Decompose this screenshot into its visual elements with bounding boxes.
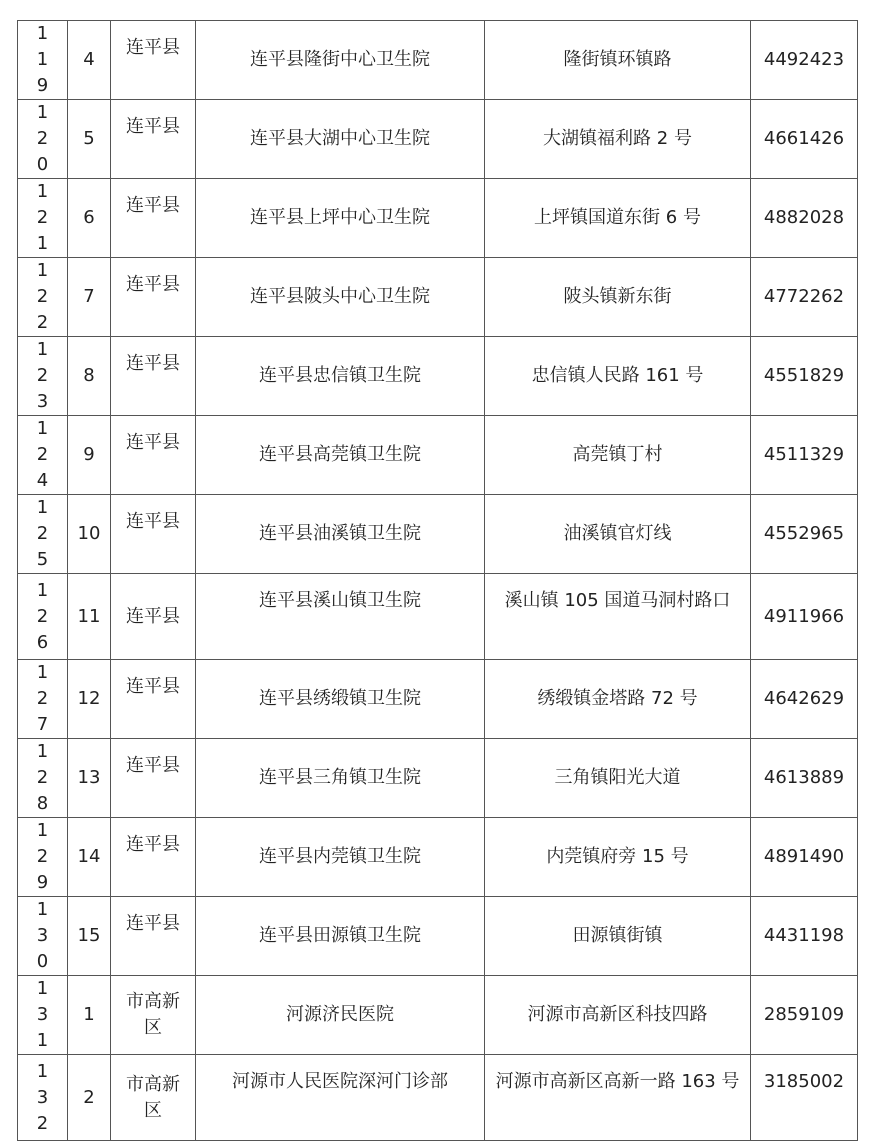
row-address: 陂头镇新东街 [485,258,751,337]
table-row [18,739,858,818]
row-index: 128 [18,739,68,818]
row-address: 溪山镇 105 国道马洞村路口 [485,574,751,660]
row-seq: 10 [68,495,111,574]
table-row [18,21,858,100]
row-address: 内莞镇府旁 15 号 [485,818,751,897]
row-name: 连平县内莞镇卫生院 [196,818,485,897]
table-row [18,818,858,897]
row-county: 连平县 [111,416,196,495]
row-seq: 5 [68,100,111,179]
row-seq: 12 [68,660,111,739]
row-name: 连平县溪山镇卫生院 [196,574,485,660]
table-row [18,1055,858,1141]
table-row [18,976,858,1055]
row-name: 河源市人民医院深河门诊部 [196,1055,485,1141]
row-seq: 15 [68,897,111,976]
row-seq: 8 [68,337,111,416]
row-phone: 4642629 [751,660,858,739]
row-phone: 4492423 [751,21,858,100]
row-name: 河源济民医院 [196,976,485,1055]
row-name: 连平县三角镇卫生院 [196,739,485,818]
row-county: 连平县 [111,574,196,660]
row-name: 连平县上坪中心卫生院 [196,179,485,258]
row-seq: 6 [68,179,111,258]
row-county: 连平县 [111,100,196,179]
row-phone: 4431198 [751,897,858,976]
row-name: 连平县陂头中心卫生院 [196,258,485,337]
row-county: 连平县 [111,337,196,416]
row-seq: 4 [68,21,111,100]
row-name: 连平县忠信镇卫生院 [196,337,485,416]
row-seq: 7 [68,258,111,337]
table-row [18,495,858,574]
row-address: 油溪镇官灯线 [485,495,751,574]
row-county: 连平县 [111,495,196,574]
row-index: 127 [18,660,68,739]
row-index: 126 [18,574,68,660]
row-seq: 2 [68,1055,111,1141]
row-address: 忠信镇人民路 161 号 [485,337,751,416]
row-phone: 4613889 [751,739,858,818]
row-address: 上坪镇国道东街 6 号 [485,179,751,258]
row-seq: 13 [68,739,111,818]
row-phone: 4661426 [751,100,858,179]
row-seq: 14 [68,818,111,897]
row-phone: 4511329 [751,416,858,495]
row-index: 125 [18,495,68,574]
row-index: 122 [18,258,68,337]
row-index: 132 [18,1055,68,1141]
row-address: 田源镇街镇 [485,897,751,976]
row-address: 三角镇阳光大道 [485,739,751,818]
row-name: 连平县油溪镇卫生院 [196,495,485,574]
table-row [18,337,858,416]
row-county: 连平县 [111,21,196,100]
row-county: 连平县 [111,258,196,337]
row-index: 129 [18,818,68,897]
row-index: 119 [18,21,68,100]
row-phone: 4911966 [751,574,858,660]
row-seq: 9 [68,416,111,495]
row-address: 隆街镇环镇路 [485,21,751,100]
row-address: 河源市高新区科技四路 [485,976,751,1055]
table-row [18,179,858,258]
row-county: 市高新区 [111,1055,196,1141]
row-phone: 4551829 [751,337,858,416]
clinic-table-body [18,21,858,1141]
row-phone: 4552965 [751,495,858,574]
table-row [18,258,858,337]
table-row [18,897,858,976]
row-index: 123 [18,337,68,416]
table-row [18,100,858,179]
row-address: 绣缎镇金塔路 72 号 [485,660,751,739]
row-county: 连平县 [111,739,196,818]
row-index: 120 [18,100,68,179]
row-name: 连平县高莞镇卫生院 [196,416,485,495]
table-row [18,416,858,495]
row-index: 124 [18,416,68,495]
row-phone: 3185002 [751,1055,858,1141]
row-county: 连平县 [111,897,196,976]
clinic-table [17,20,858,1141]
row-seq: 1 [68,976,111,1055]
row-name: 连平县大湖中心卫生院 [196,100,485,179]
row-address: 高莞镇丁村 [485,416,751,495]
row-phone: 4891490 [751,818,858,897]
row-county: 连平县 [111,179,196,258]
row-name: 连平县绣缎镇卫生院 [196,660,485,739]
row-county: 连平县 [111,818,196,897]
row-seq: 11 [68,574,111,660]
row-address: 大湖镇福利路 2 号 [485,100,751,179]
table-row [18,574,858,660]
row-name: 连平县田源镇卫生院 [196,897,485,976]
row-index: 130 [18,897,68,976]
row-county: 连平县 [111,660,196,739]
row-phone: 2859109 [751,976,858,1055]
row-name: 连平县隆街中心卫生院 [196,21,485,100]
row-phone: 4772262 [751,258,858,337]
row-county: 市高新区 [111,976,196,1055]
row-phone: 4882028 [751,179,858,258]
row-index: 121 [18,179,68,258]
table-row [18,660,858,739]
row-address: 河源市高新区高新一路 163 号 [485,1055,751,1141]
row-index: 131 [18,976,68,1055]
